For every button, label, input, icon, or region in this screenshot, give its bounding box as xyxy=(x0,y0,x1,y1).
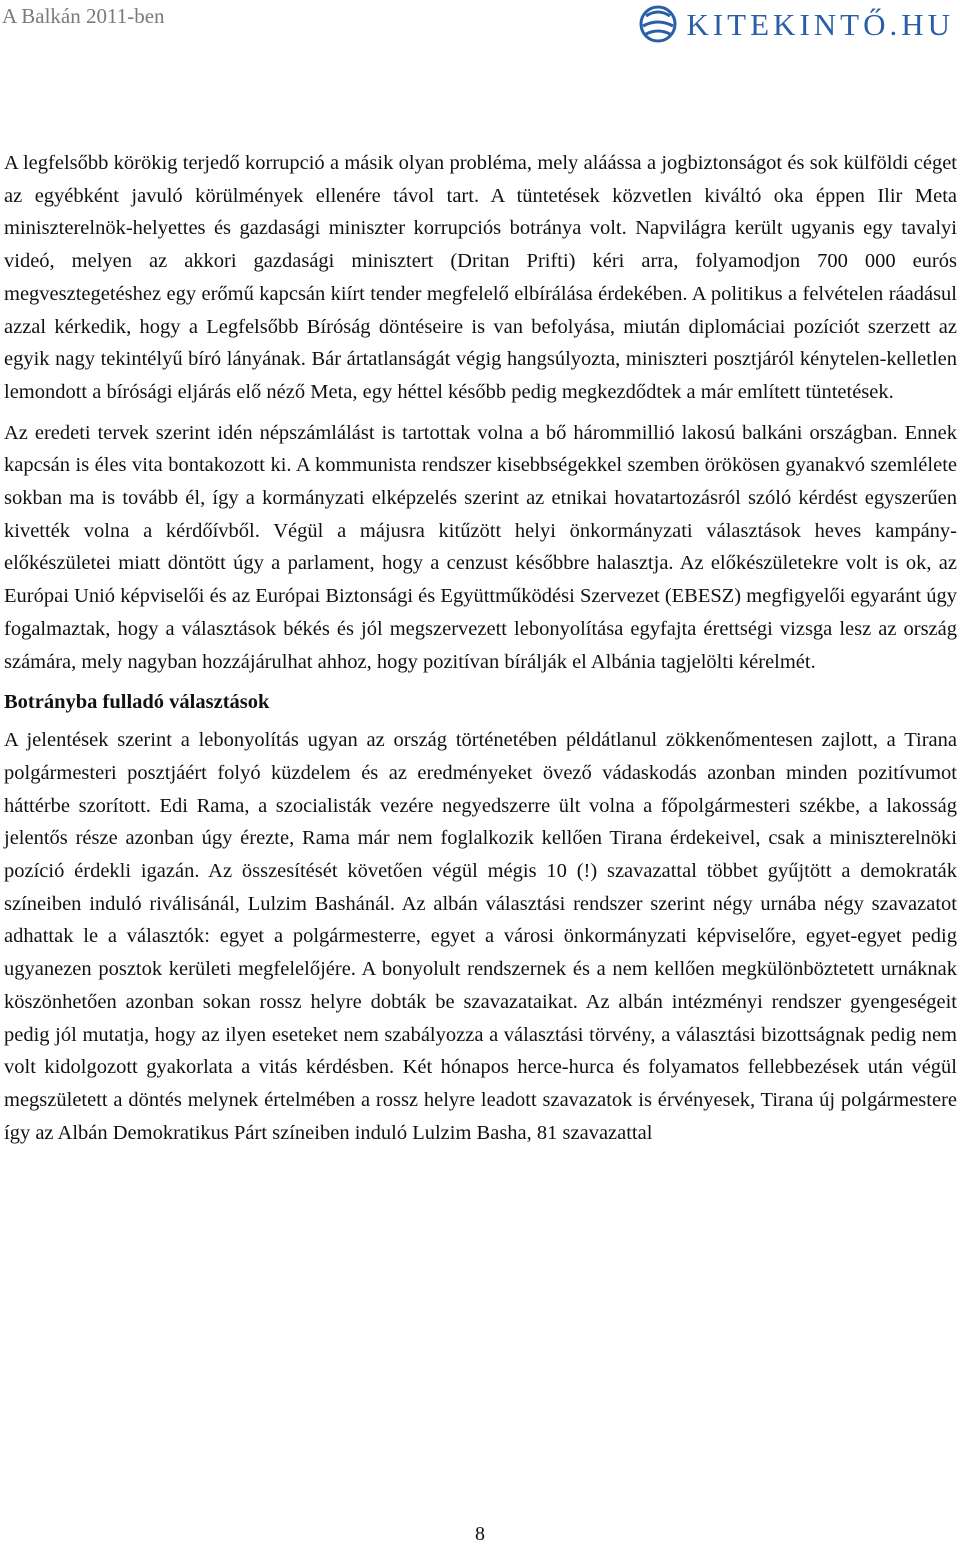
page-number: 8 xyxy=(475,1523,485,1545)
article-body xyxy=(4,147,957,1157)
site-logo xyxy=(638,4,954,44)
paragraph-census: Az eredeti tervek szerint idén népszámlálást is tartottak volna a bő hárommillió lakosú balkáni országban. Ennek kapcsán is éles vita bontakozott ki. A kommunista rendszer kisebbségekkel szemben örökösen gyanakvó szemlélete sokban ma is tovább él, így a kormányzati elképzelés szerint az etnikai hovatartozásról szóló kérdést egyszerűen kivették volna a kérdőívből. Végül a májusra kitűzött helyi önkormányzati választások heves kampány-előkészületei miatt döntött úgy a parlament, hogy a cenzust későbbre halasztja. Az előkészületekre volt is ok, az Európai Unió képviselői és az Európai Biztonsági és Együttműködési Szervezet (EBESZ) megfigyelői egyaránt úgy fogalmaztak, hogy a választások békés és jól megszervezett lebonyolítása egyfajta érettségi vizsga lesz az ország számára, mely nagyban hozzájárulhat ahhoz, hogy pozitívan bírálják el Albánia tagjelölti kérelmét. xyxy=(4,421,957,673)
paragraph-corruption: A legfelsőbb körökig terjedő korrupció a másik olyan probléma, mely aláássa a jogbiztonságot és sok külföldi céget az egyébként javuló körülmények ellenére távol tart. A tüntetések közvetlen kiváltó oka éppen Ilir Meta miniszterelnök-helyettes és gazdasági miniszter korrupciós botránya volt. Napvilágra került ugyanis egy tavalyi videó, melyen az akkori gazdasági minisztert (Dritan Prifti) kéri arra, folyamodjon 700 000 eurós megvesztegetéshez egy erőmű kapcsán kiírt tender megfelelő elbírálása érdekében. A politikus a felvételen ráadásul azzal kérkedik, hogy a Legfelsőbb Bíróság döntéseire is van befolyása, miután diplomáciai pozíciót szerzett az egyik nagy tekintélyű bíró lányának. Bár ártatlanságát végig hangsúlyozta, miniszteri posztjáról kénytelen-kelletlen lemondott a bírósági eljárás elő néző Meta, egy héttel később pedig megkezdődtek a már említett tüntetések. xyxy=(4,152,957,403)
section-title: A Balkán 2011-ben xyxy=(2,4,165,28)
logo-text: KITEKINTŐ.HU xyxy=(686,6,954,42)
globe-logo-icon xyxy=(638,4,678,44)
paragraph-elections: A jelentések szerint a lebonyolítás ugyan az ország történetében példátlanul zökkenőmentesen zajlott, a Tirana polgármesteri posztjáért folyó küzdelem és az eredményeket övező vádaskodás azonban minden pozitívumot háttérbe szorított. Edi Rama, a szocialisták vezére negyedszerre ült volna a főpolgármesteri székbe, a lakosság jelentős része azonban úgy érezte, Rama már nem foglalkozik kellően Tirana érdekeivel, csak a miniszterelnöki pozíció érdekli igazán. Az összesítését követően végül mégis 10 (!) szavazattal többet gyűjtött a demokraták színeiben induló riválisánál, Lulzim Bashánál. Az albán választási rendszer szerint négy urnába négy szavazatot adhattak le a választók: egyet a polgármesterre, egyet a városi önkormányzati képviselőre, egyet-egyet pedig ugyanezen posztok kerületi megfelelőjére. A bonyolult rendszernek és a nem kellően megkülönböztetett urnáknak köszönhetően azonban sokan rossz helyre dobták be szavazataikat. Az albán intézményi rendszer gyengeségeit pedig jól mutatja, hogy az ilyen eseteket nem szabályozza a választási törvény, a választási bizottságnak pedig nem volt kidolgozott gyakorlata a vitás kérdésben. Két hónapos herce-hurca és folyamatos fellebbezések után végül megszületett a döntés melynek értelmében a rossz helyre leadott szavazatok is érvényesek, Tirana új polgármestere így az Albán Demokratikus Párt színeiben induló Lulzim Basha, 81 szavazattal xyxy=(4,729,957,1144)
section-heading: Botrányba fulladó választások xyxy=(4,691,270,714)
